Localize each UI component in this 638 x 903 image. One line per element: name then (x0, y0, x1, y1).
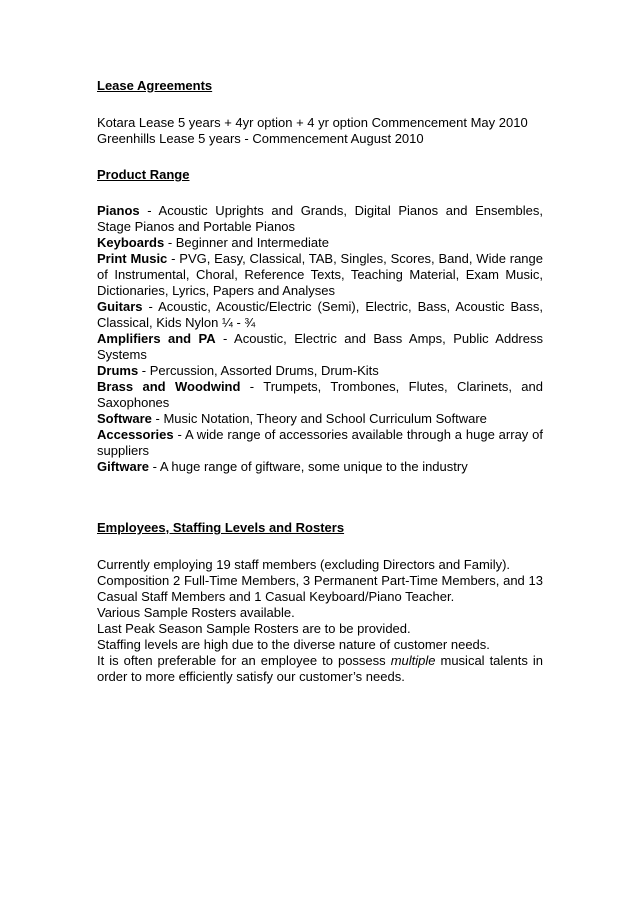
multiple-emphasis: multiple (390, 653, 436, 668)
product-item-amplifiers (97, 331, 543, 363)
product-item-giftware (97, 459, 543, 475)
product-name: Brass and Woodwind (97, 379, 241, 394)
product-item-keyboards (97, 235, 543, 251)
product-description: - Music Notation, Theory and School Curriculum Software (151, 411, 487, 426)
product-name: Print Music (97, 251, 168, 266)
kotara-lease-line: Kotara Lease 5 years + 4yr option + 4 yr option Commencement May 2010 (97, 115, 528, 130)
employees-heading: Employees, Staffing Levels and Rosters (97, 520, 345, 535)
product-item-print-music (97, 251, 543, 299)
staff-composition-line: Composition 2 Full-Time Members, 3 Permanent Part-Time Members, and 13 Casual Staff Members and 1 Casual Keyboard/Piano Teacher. (97, 573, 543, 604)
product-description: - Acoustic, Acoustic/Electric (Semi), Electric, Bass, Acoustic Bass, Classical, Kids Nylon ¼ - ¾ (97, 299, 543, 330)
product-description: - PVG, Easy, Classical, TAB, Singles, Scores, Band, Wide range of Instrumental, Choral, Reference Texts, Teaching Material, Exam Music, Dictionaries, Lyrics, Papers and Analyses (97, 251, 543, 298)
product-item-brass-woodwind (97, 379, 543, 411)
product-name: Amplifiers and PA (97, 331, 216, 346)
lease-agreements-section (97, 115, 543, 147)
product-description: - Trumpets, Trombones, Flutes, Clarinets, and Saxophones (97, 379, 543, 410)
product-description: - Beginner and Intermediate (164, 235, 329, 250)
product-name: Keyboards (97, 235, 165, 250)
product-name: Drums (97, 363, 139, 378)
product-name: Pianos (97, 203, 140, 218)
document-page (97, 78, 543, 685)
product-range-list (97, 203, 543, 475)
staff-count-line: Currently employing 19 staff members (excluding Directors and Family). (97, 557, 511, 572)
product-name: Guitars (97, 299, 143, 314)
employees-section (97, 557, 543, 685)
multiple-talents-text-end: musical talents in order to more efficiently satisfy our customer’s needs. (97, 653, 543, 684)
product-description: - Acoustic Uprights and Grands, Digital Pianos and Ensembles, Stage Pianos and Portable Pianos (97, 203, 543, 234)
staffing-levels-line: Staffing levels are high due to the diverse nature of customer needs. (97, 637, 490, 652)
product-description: - A huge range of giftware, some unique to the industry (149, 459, 468, 474)
product-item-guitars (97, 299, 543, 331)
product-name: Software (97, 411, 152, 426)
product-item-pianos (97, 203, 543, 235)
lease-agreements-heading: Lease Agreements (97, 78, 213, 93)
peak-season-rosters-line: Last Peak Season Sample Rosters are to be provided. (97, 621, 411, 636)
greenhills-lease-line: Greenhills Lease 5 years - Commencement August 2010 (97, 131, 424, 146)
product-name: Giftware (97, 459, 150, 474)
sample-rosters-line: Various Sample Rosters available. (97, 605, 295, 620)
product-description: - Percussion, Assorted Drums, Drum-Kits (138, 363, 379, 378)
product-name: Accessories (97, 427, 174, 442)
multiple-talents-text-start: It is often preferable for an employee to possess (97, 653, 391, 668)
product-description: - Acoustic, Electric and Bass Amps, Public Address Systems (97, 331, 543, 362)
product-item-software (97, 411, 543, 427)
product-range-heading: Product Range (97, 167, 190, 182)
multiple-talents-line (97, 653, 543, 685)
product-item-drums (97, 363, 543, 379)
product-description: - A wide range of accessories available through a huge array of suppliers (97, 427, 543, 458)
product-item-accessories (97, 427, 543, 459)
